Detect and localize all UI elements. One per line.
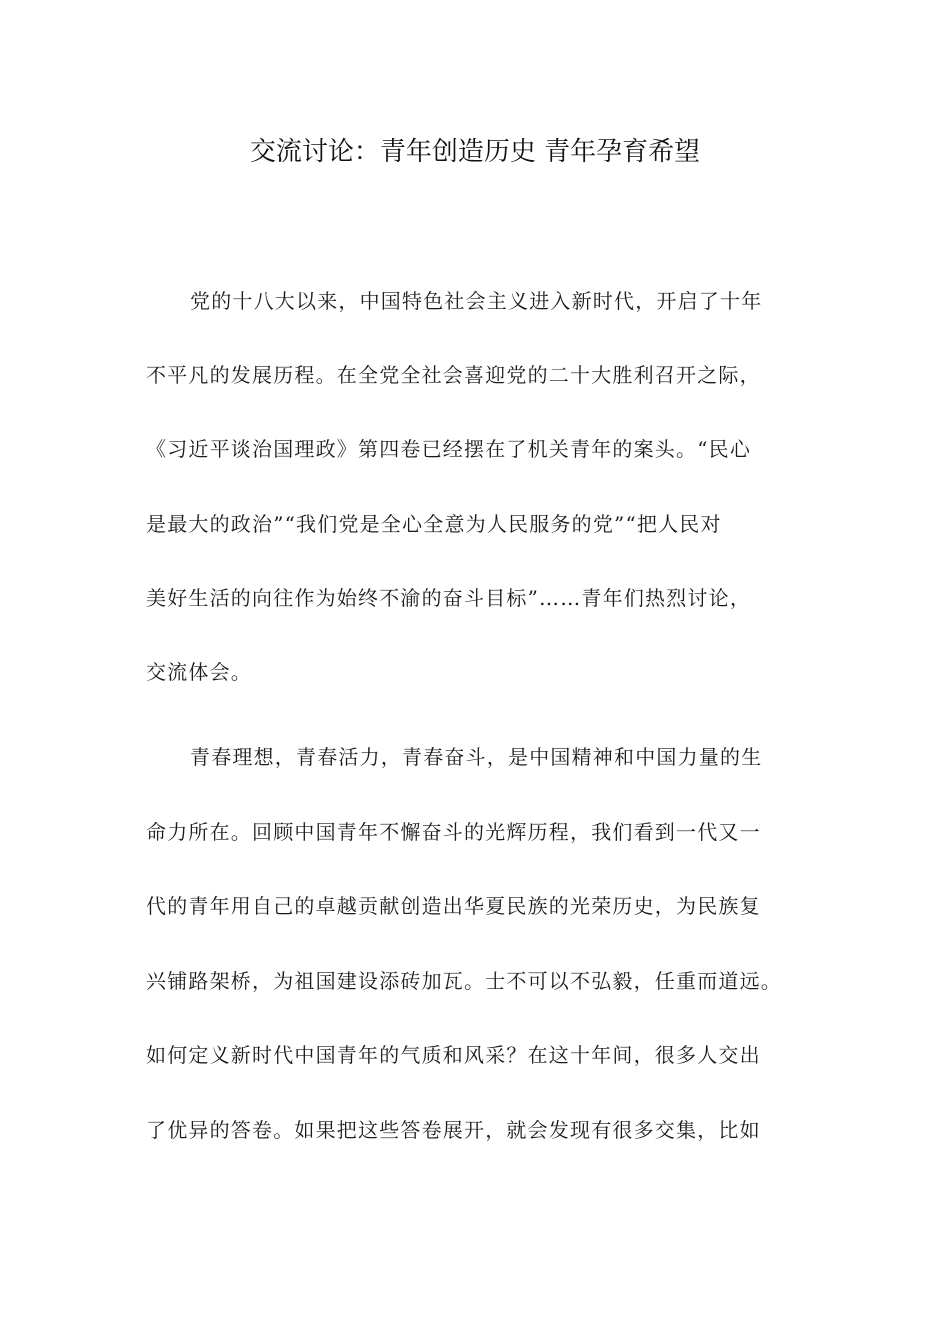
paragraph-1-line-2: 不平凡的发展历程。在全党全社会喜迎党的二十大胜利召开之际， <box>146 363 761 387</box>
paragraph-2-line-3: 代的青年用自己的卓越贡献创造出华夏民族的光荣历史，为民族复 <box>146 894 761 918</box>
paragraph-2-line-4: 兴铺路架桥，为祖国建设添砖加瓦。士不可以不弘毅，任重而道远。 <box>146 969 782 993</box>
paragraph-1-line-5: 美好生活的向往作为始终不渝的奋斗目标”……青年们热烈讨论， <box>146 586 752 610</box>
paragraph-1-line-4: 是最大的政治”“我们党是全心全意为人民服务的党”“把人民对 <box>146 512 722 536</box>
paragraph-2-line-1: 青春理想，青春活力，青春奋斗，是中国精神和中国力量的生 <box>190 745 763 769</box>
paragraph-1-line-6: 交流体会。 <box>146 660 252 684</box>
paragraph-2-line-5: 如何定义新时代中国青年的气质和风采？在这十年间，很多人交出 <box>146 1043 761 1067</box>
document-title: 交流讨论：青年创造历史 青年孕育希望 <box>249 137 701 167</box>
paragraph-1-line-1: 党的十八大以来，中国特色社会主义进入新时代，开启了十年 <box>190 289 763 313</box>
paragraph-2-line-2: 命力所在。回顾中国青年不懈奋斗的光辉历程，我们看到一代又一 <box>146 820 761 844</box>
paragraph-2-line-6: 了优异的答卷。如果把这些答卷展开，就会发现有很多交集，比如 <box>146 1118 761 1142</box>
paragraph-1-line-3: 《习近平谈治国理政》第四卷已经摆在了机关青年的案头。“民心 <box>146 437 752 461</box>
